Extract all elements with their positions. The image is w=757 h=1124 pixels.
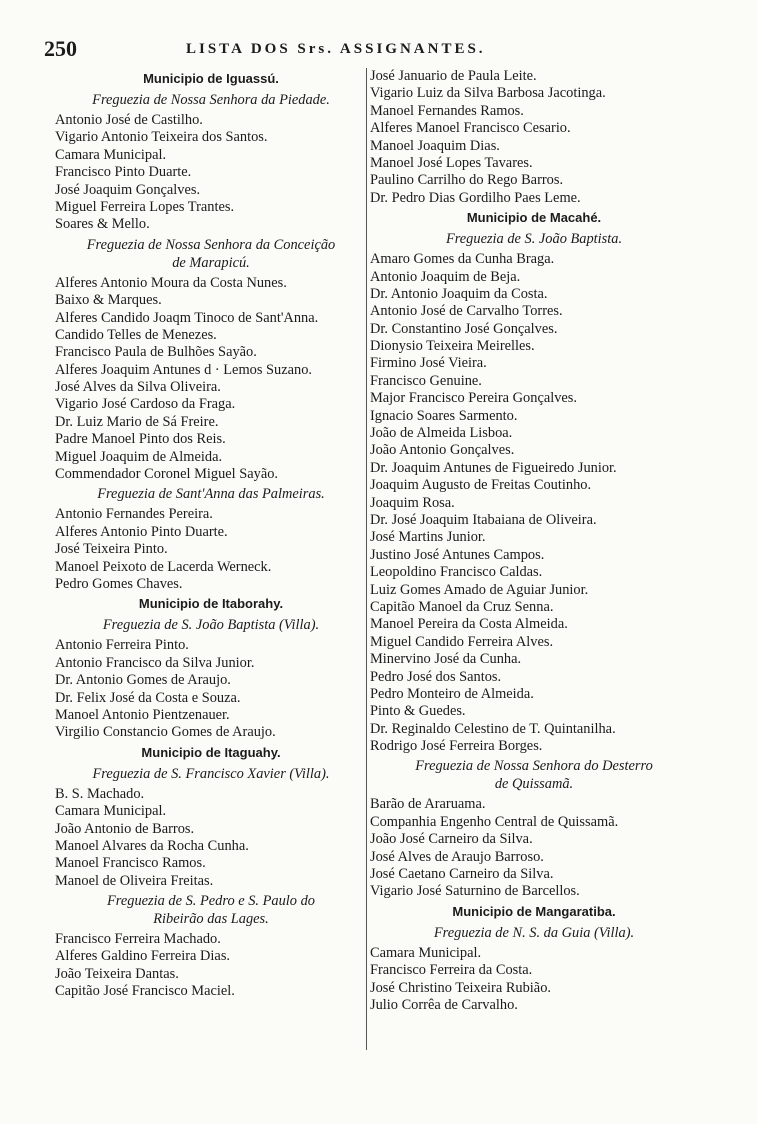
subscriber-name: João José Carneiro da Silva. xyxy=(370,831,533,848)
subscriber-name: Alferes Joaquim Antunes d · Lemos Suzano. xyxy=(55,361,312,378)
freguezia-heading xyxy=(55,485,367,503)
subscriber-name: José Alves da Silva Oliveira. xyxy=(55,379,221,396)
subscriber-name: Padre Manoel Pinto dos Reis. xyxy=(55,431,226,448)
subscriber-name: Joaquim Augusto de Freitas Coutinho. xyxy=(370,477,592,494)
subscriber-name: José Caetano Carneiro da Silva. xyxy=(370,866,554,883)
subscriber-name: Alferes Candido Joaqm Tinoco de Sant'Anna. xyxy=(55,309,319,326)
subscriber-name: Minervino José da Cunha. xyxy=(370,651,522,668)
subscriber-name: Francisco Pinto Duarte. xyxy=(55,164,192,181)
freguezia-heading xyxy=(55,892,367,928)
subscriber-name: José Joaquim Gonçalves. xyxy=(55,181,201,198)
subscriber-name: Pedro Gomes Chaves. xyxy=(55,575,183,592)
subscriber-name: Camara Municipal. xyxy=(55,803,167,820)
subscriber-name: Camara Municipal. xyxy=(55,146,167,163)
freguezia-heading-line: Freguezia de Sant'Anna das Palmeiras. xyxy=(97,486,325,503)
subscriber-name: Manoel José Lopes Tavares. xyxy=(370,154,533,171)
subscriber-name: Ignacio Soares Sarmento. xyxy=(370,407,518,424)
subscriber-name: Vigario José Saturnino de Barcellos. xyxy=(370,883,580,900)
subscriber-name: Alferes Manoel Francisco Cesario. xyxy=(370,120,571,137)
subscriber-name: João Antonio Gonçalves. xyxy=(370,442,515,459)
subscriber-name: Manoel Antonio Pientzenauer. xyxy=(55,706,230,723)
subscriber-name: João Antonio de Barros. xyxy=(55,820,195,837)
subscriber-name: Baixo & Marques. xyxy=(55,292,162,309)
subscriber-name: Amaro Gomes da Cunha Braga. xyxy=(370,251,555,268)
freguezia-heading-line: Freguezia de S. João Baptista. xyxy=(445,231,623,248)
subscriber-name: Manoel de Oliveira Freitas. xyxy=(55,872,214,889)
subscriber-name: Paulino Carrilho do Rego Barros. xyxy=(370,172,564,189)
municipio-heading: Municipio de Iguassú. xyxy=(143,71,279,86)
right-column xyxy=(370,68,698,1014)
subscriber-name: Francisco Paula de Bulhões Sayão. xyxy=(55,344,257,361)
freguezia-heading-line: Freguezia de S. Pedro e S. Paulo do xyxy=(107,893,315,910)
subscriber-name: Rodrigo José Ferreira Borges. xyxy=(370,738,543,755)
subscriber-name: Leopoldino Francisco Caldas. xyxy=(370,564,543,581)
subscriber-name: Julio Corrêa de Carvalho. xyxy=(370,996,518,1013)
subscriber-name: Vigario Antonio Teixeira dos Santos. xyxy=(55,129,268,146)
subscriber-name: Alferes Antonio Pinto Duarte. xyxy=(55,523,228,540)
freguezia-heading-line: Freguezia de Nossa Senhora da Piedade. xyxy=(92,92,330,108)
subscriber-name: Antonio José de Castilho. xyxy=(55,112,203,128)
freguezia-heading xyxy=(370,924,698,942)
subscriber-name: Manoel Pereira da Costa Almeida. xyxy=(370,616,568,633)
municipio-heading: Municipio de Mangaratiba. xyxy=(452,903,616,919)
subscriber-name: Manoel Joaquim Dias. xyxy=(370,137,500,154)
subscriber-name: Pinto & Guedes. xyxy=(370,703,466,720)
subscriber-name: Vigario Luiz da Silva Barbosa Jacotinga. xyxy=(370,85,606,102)
subscriber-name: José Alves de Araujo Barroso. xyxy=(370,848,544,865)
subscriber-name: Manoel Alvares da Rocha Cunha. xyxy=(55,837,249,854)
freguezia-heading-line: Freguezia de Nossa Senhora do Desterro xyxy=(415,758,653,775)
subscriber-name: Antonio Ferreira Pinto. xyxy=(55,637,189,654)
freguezia-heading-line: Freguezia de S. Francisco Xavier (Villa). xyxy=(92,765,330,782)
municipio-heading: Municipio de Itaguahy. xyxy=(141,744,281,760)
subscriber-name: Dr. Reginaldo Celestino de T. Quintanilha. xyxy=(370,720,616,737)
subscriber-name: Antonio Fernandes Pereira. xyxy=(55,506,213,523)
subscriber-name: Miguel Joaquim de Almeida. xyxy=(55,448,223,465)
subscriber-name: Luiz Gomes Amado de Aguiar Junior. xyxy=(370,581,589,598)
subscriber-name: Alferes Antonio Moura da Costa Nunes. xyxy=(55,274,287,291)
freguezia-heading-line: Freguezia de N. S. da Guia (Villa). xyxy=(433,924,635,941)
subscriber-name: Commendador Coronel Miguel Sayão. xyxy=(55,466,279,483)
subscriber-name: José Christino Teixeira Rubião. xyxy=(370,979,551,996)
subscriber-name: Dr. Felix José da Costa e Souza. xyxy=(55,689,241,706)
subscriber-name: Antonio Francisco da Silva Junior. xyxy=(55,654,255,671)
subscriber-name: Dr. Joaquim Antunes de Figueiredo Junior. xyxy=(370,459,617,476)
freguezia-heading xyxy=(55,236,367,272)
subscriber-name: Alferes Galdino Ferreira Dias. xyxy=(55,948,231,965)
freguezia-heading-line: de Marapicú. xyxy=(172,254,250,271)
subscriber-name: Miguel Ferreira Lopes Trantes. xyxy=(55,198,235,215)
subscriber-name: Francisco Ferreira da Costa. xyxy=(370,962,533,979)
subscriber-name: Manoel Francisco Ramos. xyxy=(55,855,206,872)
subscriber-name: Camara Municipal. xyxy=(370,944,482,961)
freguezia-heading xyxy=(55,91,367,109)
freguezia-heading xyxy=(370,757,698,793)
subscriber-name: Justino José Antunes Campos. xyxy=(370,546,545,563)
freguezia-heading-line: Ribeirão das Lages. xyxy=(153,911,269,928)
municipio-heading: Municipio de Itaborahy. xyxy=(138,596,284,612)
subscriber-name: Capitão José Francisco Maciel. xyxy=(55,983,235,1000)
subscriber-name: Barão de Araruama. xyxy=(370,796,486,813)
subscriber-name: Antonio Joaquim de Beja. xyxy=(370,268,521,285)
subscriber-name: B. S. Machado. xyxy=(55,785,145,802)
subscriber-name: Dr. Luiz Mario de Sá Freire. xyxy=(55,413,219,430)
subscriber-name: Francisco Genuine. xyxy=(370,372,482,389)
subscriber-name: Dr. Constantino José Gonçalves. xyxy=(370,320,558,337)
freguezia-heading-line: Freguezia de S. João Baptista (Villa). xyxy=(102,617,320,634)
subscriber-name: José Teixeira Pinto. xyxy=(55,541,168,558)
subscriber-name: Dr. Antonio Gomes de Araujo. xyxy=(55,672,231,689)
subscriber-name: Companhia Engenho Central de Quissamã. xyxy=(370,813,619,830)
subscriber-name: Capitão Manoel da Cruz Senna. xyxy=(370,598,554,615)
subscriber-name: Pedro José dos Santos. xyxy=(370,668,502,685)
subscriber-name: Firmino José Vieira. xyxy=(370,355,487,372)
subscriber-name: Virgilio Constancio Gomes de Araujo. xyxy=(55,724,276,741)
subscriber-name: Vigario José Cardoso da Fraga. xyxy=(55,396,236,413)
subscriber-name: Dr. Antonio Joaquim da Costa. xyxy=(370,285,548,302)
freguezia-heading xyxy=(55,616,367,634)
subscriber-name: Pedro Monteiro de Almeida. xyxy=(370,685,534,702)
subscriber-name: Major Francisco Pereira Gonçalves. xyxy=(370,390,577,407)
freguezia-heading xyxy=(370,230,698,248)
subscriber-name: Miguel Candido Ferreira Alves. xyxy=(370,633,554,650)
page-number: 250 xyxy=(44,36,77,61)
subscriber-name: Manoel Fernandes Ramos. xyxy=(370,102,524,119)
subscriber-name: Joaquim Rosa. xyxy=(370,494,455,511)
subscriber-name: João de Almeida Lisboa. xyxy=(370,425,513,442)
subscriber-name: Francisco Ferreira Machado. xyxy=(55,931,221,948)
subscriber-name: Dr. Pedro Dias Gordilho Paes Leme. xyxy=(370,189,581,206)
subscriber-name: Manoel Peixoto de Lacerda Werneck. xyxy=(55,558,272,575)
freguezia-heading-line: Freguezia de Nossa Senhora da Conceição xyxy=(86,236,336,253)
municipio-heading: Municipio de Macahé. xyxy=(466,210,602,226)
subscriber-name: Dionysio Teixeira Meirelles. xyxy=(370,338,535,355)
subscriber-name: Dr. José Joaquim Itabaiana de Oliveira. xyxy=(370,511,597,528)
running-head: LISTA DOS Srs. ASSIGNANTES. xyxy=(186,41,486,57)
subscriber-name: João Teixeira Dantas. xyxy=(55,965,179,982)
subscriber-name: José Martins Junior. xyxy=(370,529,486,546)
subscriber-name: Soares & Mello. xyxy=(55,216,150,233)
left-column xyxy=(55,68,367,1001)
subscriber-name: José Januario de Paula Leite. xyxy=(370,68,537,84)
subscriber-name: Candido Telles de Menezes. xyxy=(55,326,217,343)
freguezia-heading-line: de Quissamã. xyxy=(494,776,574,793)
subscriber-name: Antonio José de Carvalho Torres. xyxy=(370,303,563,320)
freguezia-heading xyxy=(55,765,367,783)
